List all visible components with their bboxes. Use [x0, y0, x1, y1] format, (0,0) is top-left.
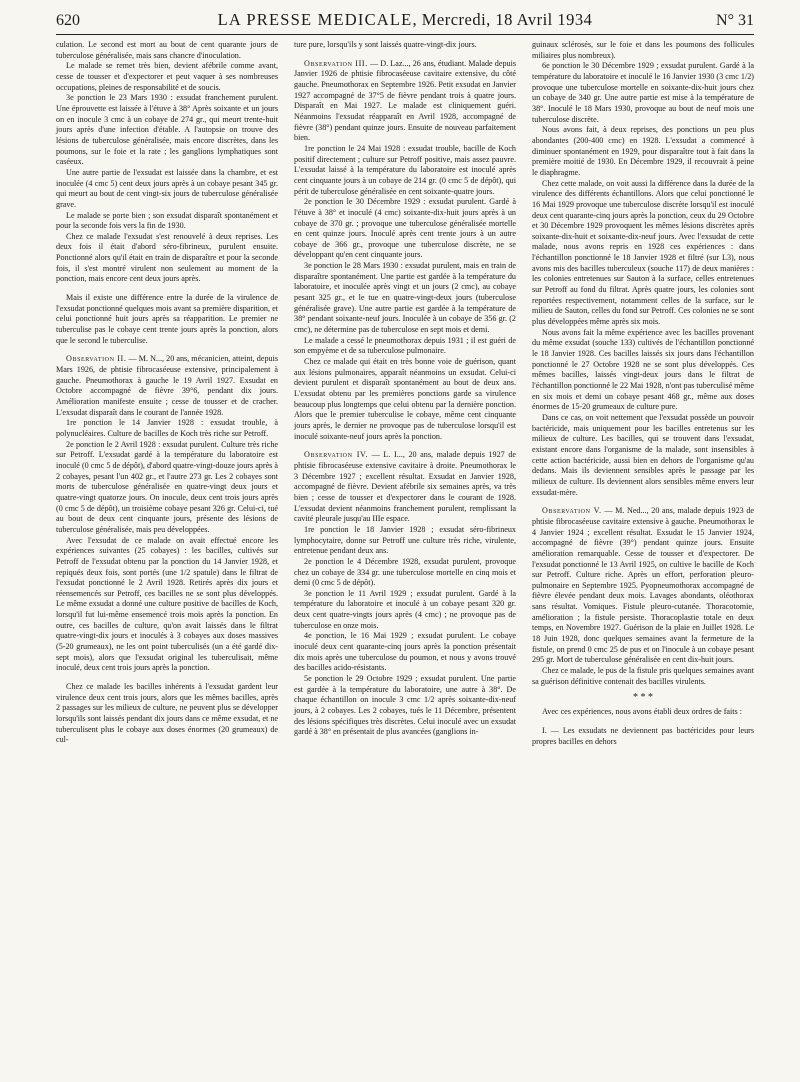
paragraph: 4e ponction, le 16 Mai 1929 ; exsudat purulent. Le cobaye inoculé deux cent quarante-cinq jours après la ponction présentait dix mois après une tuberculose du poumon, et nous y avons trouvé des bacilles acido-résistants. [294, 631, 516, 673]
observation-heading: Observation IV. [304, 450, 369, 460]
paragraph: Observation V. — M. Ned..., 20 ans, malade depuis 1923 de phtisie fibrocaséeuse cavitaire extensive à gauche. Pneumothorax le 4 Janvier 1924 ; excellent résultat. Exsudat le 15 Janvier 1924, accompagné de fièvre (39°) pendant quinze jours. Ensuite amélioration remarquable. Cesse de tousser et d'expectorer. De l'exsudat ponctionné le 13 Avril 1925, on cultive le bacille de Koch sur Petroff. Culture riche. Après un effort, perforation pleuro-pulmonaire en Septembre 1925. Pyopneumothorax accompagné de fièvre élevée pendant deux mois. Lavages abondants, oléothorax sans résultat. Vomiques. Fistule pleuro-cutanée. Thoracotomie, amélioration ; la fistule persiste. Thoracoplastie totale en deux temps, en Novembre 1927. Guérison de la plaie en Juillet 1928. Le 18 Juin 1928, donc quelques semaines avant la fermeture de la fistule, on prend 0 cmc 25 de pus et on l'inocule à un cobaye pesant 295 gr. Mort de tuberculose généralisée en cent dix-huit jours. [532, 506, 754, 665]
paragraph: 3e ponction le 11 Avril 1929 ; exsudat purulent. Gardé à la température du laboratoire et inoculé à un cobaye pesant 320 gr. deux cent quatre-vingts jours après (4 cmc) ; ne provoque pas de tuberculose en onze mois. [294, 588, 516, 630]
observation-heading: Observation II. [66, 354, 127, 364]
paragraph: Avec ces expériences, nous avons établi deux ordres de faits : [542, 707, 742, 717]
paragraph: Chez ce malade qui était en très bonne voie de guérison, quant aux lésions pulmonaires, apparaît néanmoins un exsudat. Celui-ci devient purulent et disparaît spontanément au bout de deux ans. L'exsudat obtenu par les premières ponctions garde sa virulence beaucoup plus longtemps que celui obtenu par la dernière ponction. Alors que le premier tuberculise le cobaye, même cent cinquante jours après, le dernier ne provoque pas de tuberculose lorsqu'il est inoculé soixante-neuf jours après la ponction. [294, 357, 516, 441]
paragraph: 2e ponction le 30 Décembre 1929 : exsudat purulent. Gardé à l'étuve à 38° et inoculé (4 cmc) soixante-dix-huit jours après à un cobaye de 370 gr. ; provoque une tuberculose généralisée mortelle en cent quinze jours. Inoculé après cent trente jours à un autre cobaye de 366 gr., provoque une tuberculose discrète, ne se développant qu'en cent cinquante jours. [294, 197, 516, 260]
paragraph: Le malade a cessé le pneumothorax depuis 1931 ; il est guéri de son empyème et de sa tuberculose pulmonaire. [294, 335, 516, 356]
paragraph: Dans ce cas, on voit nettement que l'exsudat possède un pouvoir bactéricide, mais uniquement pour les bacilles entretenus sur les milieux de culture. Les bacilles, qui se trouvent dans l'exsudat, existant encore dans l'organisme de la malade, sont insensibles à cette action bactéricide, aussi bien en dehors de l'organisme qu'au dedans. Mais ils deviennent sensibles après le passage par les milieux de culture. Ils deviennent alors sensibles même envers leur exsudat-mère. [532, 412, 754, 497]
observation-heading: Observation III. [304, 58, 368, 68]
journal-title: LA PRESSE MEDICALE, Mercredi, 18 Avril 1934 [217, 10, 593, 29]
journal-name: LA PRESSE MEDICALE [217, 10, 413, 29]
paragraph: 2e ponction le 4 Décembre 1928, exsudat purulent, provoque chez un cobaye de 334 gr. une tuberculose mortelle en cinq mois et demi (0 cmc 5 de dépôt). [294, 556, 516, 588]
paragraph: ture pure, lorsqu'ils y sont laissés quatre-vingt-dix jours. [294, 40, 477, 49]
paragraph: Chez ce malade, le pus de la fistule pris quelques semaines avant sa guérison définitive contenait des bacilles virulents. [532, 666, 754, 686]
paragraph: Mais il existe une différence entre la durée de la virulence de l'exsudat ponctionné quelques mois avant sa première disparition, et celui ponctionné huit jours après sa réapparition. Le premier ne tuberculise pas le cobaye cent trente jours après la ponction, alors que le second le tuberculise. [56, 293, 278, 345]
observation-heading: Observation V. [542, 506, 602, 516]
column-right [532, 40, 754, 747]
issue-number: N° 31 [716, 12, 754, 29]
paragraph: Observation IV. — L. I..., 20 ans, malade depuis 1927 de phtisie fibrocaséeuse extensive cavitaire à droite. Pneumothorax le 3 Décembre 1927 ; excellent résultat. Exsudat en Janvier 1928, accompagné de fièvre. Devient afébrile six semaines après, va très bien ; cesse de tousser et d'expectorer dans le courant de 1928. L'exsudat devient néanmoins franchement purulent, remplissant la cavité pleurale jusqu'au IIIe espace. [294, 450, 516, 524]
paragraph: 3e ponction le 23 Mars 1930 : exsudat franchement purulent. Une éprouvette est laissée à l'étuve à 38° Après soixante et un jours on en inocule 3 cmc à un cobaye de 274 gr., qui meurt trente-huit jours après d'une infection d'étable. A l'autopsie on trouve des lésions de tuberculose généralisée, mais encore discrètes, dans les poumons, sur le foie et la rate ; les ganglions lymphatiques sont caséeux. [56, 93, 278, 167]
paragraph: Avec l'exsudat de ce malade on avait effectué encore les expériences suivantes (25 cobayes) : les bacilles, cultivés sur Petroff de l'exsudat obtenu par la ponction du 14 Janvier 1928, et repiqués deux fois, sont portés (une 1/2 spatule) dans le filtrat de l'exsudat ponctionné le 2 Avril 1928. Retirés après dix jours et réensemencés sur Petroff, ces bacilles ne se sont plus développés. Le même exsudat a donné une culture positive de bacilles de Koch, lorsqu'il fut lui-même ensemencé trois mois après la ponction. En outre, ces bacilles de culture, qu'on avait laissés dans le filtrat quatre-vingt-dix jours et inoculés à 3 cobayes aux doses massives (5-20 grumeaux), ne les ont point tuberculisés (un a été gardé dix-sept mois), alors que l'exsudat original les tuberculisait, même inoculé, deux cent trois jours après la ponction. [56, 535, 278, 673]
paragraph: 6e ponction le 30 Décembre 1929 ; exsudat purulent. Gardé à la température du laboratoire et inoculé le 16 Janvier 1930 (3 cmc 1/2) provoque une tuberculose mortelle en soixante-dix-huit jours chez un cobaye de 340 gr. Une autre partie est mise à la température de 38°. Inoculé le 18 Mars 1930, provoque au bout de neuf mois une tuberculose discrète. [532, 61, 754, 124]
paragraph: Nous avons fait la même expérience avec les bacilles provenant du même exsudat (souche 133) cultivés de l'échantillon ponctionné le 18 Janvier 1928. Ces bacilles laissés six jours dans l'échantillon ponctionné le 27 Octobre 1928 ne se sont plus développés. Ces mêmes bacilles, laissés vingt-deux jours dans le filtrat de l'échantillon ponctionné le 22 Mai 1928, n'ont pas tuberculisé même en six mois et demi un cobaye pesant 468 gr., même aux doses énormes de 15-20 grumeaux de culture pure. [532, 327, 754, 412]
column-middle [294, 40, 516, 747]
page-header [56, 10, 754, 35]
paragraph: culation. Le second est mort au bout de cent quarante jours de tuberculose généralisée, mais sans chancre d'inoculation. [56, 40, 278, 60]
paragraph: 1re ponction le 24 Mai 1928 : exsudat trouble, bacille de Koch positif directement ; culture sur Petroff positive, mais assez pauvre. L'exsudat laissé à la température du laboratoire est inoculé après cent cinquante jours à un cobaye de 214 gr. (0 cmc 5 de dépôt), qui périt de tuberculose généralisée en cent soixante-quatre jours. [294, 143, 516, 196]
paragraph: 2e ponction le 2 Avril 1928 : exsudat purulent. Culture très riche sur Petroff. L'exsudat gardé à la température du laboratoire est inoculé (0 cmc 5 de dépôt), d'abord quatre-vingt-douze jours après à 2 cobayes, pesant l'un 402 gr., et l'autre 273 gr. Les 2 cobayes sont morts de tuberculose généralisée en quatre-vingt deux jours et quatre-vingt quatorze jours. On inocule, deux cent trois jours après (0 cmc 5 de dépôt), un troisième cobaye pesant 326 gr. Celui-ci, tué au bout de deux cent cinquante jours, présente des lésions de tuberculose généralisée, mais peu développées. [56, 439, 278, 534]
paragraph: I. — Les exsudats ne deviennent pas bactéricides pour leurs propres bacilles en dehors [532, 726, 754, 746]
paragraph: Nous avons fait, à deux reprises, des ponctions un peu plus abondantes (200-400 cmc) en 1928. L'exsudat a commencé à diminuer spontanément en 1929, pour disparaître tout à fait dans la première moitié de 1930. En Décembre 1929, il recouvrait à peine le diaphragme. [532, 125, 754, 177]
page-number: 620 [56, 12, 80, 29]
paragraph: Le malade se remet très bien, devient afébrile comme avant, cesse de tousser et d'expectorer et peut vaquer à ses nombreuses occupations, pleines de responsabilité et de soucis. [56, 61, 278, 92]
paragraph: Chez ce malade les bacilles inhérents à l'exsudat gardent leur virulence deux cent trois jours, alors que les mêmes bacilles, après 2 passages sur les milieux de culture, ne peuvent plus se développer lorsqu'ils sont laissés pendant dix jours dans ce même exsudat, et ne tuberculisent plus le cobaye aux doses énormes (20 grumeaux) de cul- [56, 682, 278, 745]
paragraph: guinaux sclérosés, sur le foie et dans les poumons des follicules miliaires plus nombreux). [532, 40, 754, 60]
text-columns [56, 40, 754, 747]
paragraph: Le malade se porte bien ; son exsudat disparaît spontanément et pour la seconde fois vers la fin de 1930. [56, 210, 278, 231]
section-separator: * * * [633, 692, 653, 704]
paragraph: Observation II. — M. N..., 20 ans, mécanicien, atteint, depuis Mars 1926, de phtisie fibrocaséeuse extensive, principalement à gauche. Pneumothorax à gauche le 19 Avril 1927. Exsudat en Octobre accompagné de fièvre 39°6, pendant dix jours. Amélioration manifeste ensuite ; cesse de tousser et de cracher. L'exsudat disparaît dans le courant de l'année 1928. [56, 354, 278, 417]
paragraph: Une autre partie de l'exsudat est laissée dans la chambre, et est inoculée (4 cmc 5) cent deux jours après à un cobaye pesant 345 gr. qui meurt au bout de cent vingt-six jours de tuberculose généralisée grave. [56, 167, 278, 209]
paragraph: 1re ponction le 18 Janvier 1928 ; exsudat séro-fibrineux lymphocytaire, donne sur Petroff une culture très riche, virulente, entretenue pendant deux ans. [294, 524, 516, 556]
paragraph: Chez ce malade l'exsudat s'est renouvelé à deux reprises. Les deux fois il était d'abord séro-fibrineux, purulent ensuite. Ponctionné alors qu'il était en train de disparaître et pour la seconde fois, il s'est montré virulent non seulement au moment de la ponction, mais encore cent deux jours après. [56, 231, 278, 284]
paragraph: Chez cette malade, on voit aussi la différence dans la durée de la virulence des différents échantillons. Alors que celui ponctionné le 16 Mai 1929 provoque une tuberculose discrète lorsqu'il est inoculé deux cent quarante-cinq jours après la ponction, ceux du 29 Octobre et 30 Décembre 1929 provoquent les mêmes lésions discrètes après soixante-dix-huit et soixante-dix-neuf jours. Avec l'exsudat de cette malade, nous avons repris en 1928 ces expériences : dans l'échantillon ponctionné le 18 Janvier 1928 et filtré (sur L3), nous avons mis des bacilles tuberculeux (souche 117) de deux manières : les colonies entretenues sur Sauton à la surface, celles entretenues sur Petroff au fond du filtrat. Après quatre jours, les colonies sont reportées respectivement, notamment celles de la surface, sur le milieu de Sauton, celles du fond sur Petroff. Ces colonies ne se sont plus développées même après six mois. [532, 178, 754, 327]
paragraph: Observation III. — D. Laz..., 26 ans, étudiant. Malade depuis Janvier 1926 de phtisie fibrocaséeuse cavitaire extensive, du côté gauche. Pneumothorax en Septembre 1926. Petit exsudat en Janvier 1927 accompagné de 37°5 de fièvre pendant trois à quatre jours. Disparaît en Mai 1927. Le malade est cliniquement guéri. Néanmoins l'exsudat réapparaît en Avril 1928, accompagné de fièvre (38°) pendant quinze jours. Ensuite de nouveau parfaitement bien. [294, 58, 517, 143]
column-left [56, 40, 278, 747]
paragraph: 1re ponction le 14 Janvier 1928 : exsudat trouble, à polynucléaires. Culture de bacilles de Koch très riche sur Petroff. [56, 418, 278, 438]
paragraph: 5e ponction le 29 Octobre 1929 ; exsudat purulent. Une partie est gardée à la température du laboratoire, une autre à 38°. De chaque échantillon on inocule 3 cmc 1/2 après soixante-dix-neuf jours, à 2 cobayes. Les 2 cobayes, tués le 11 Décembre, présentent des lésions spécifiques très discrètes. Celui inoculé avec un exsudat gardé à 38° en présentait de plus avancées (ganglions in- [294, 674, 516, 737]
paragraph: 3e ponction le 28 Mars 1930 : exsudat purulent, mais en train de disparaître spontanément. Une partie est gardée à la température du laboratoire, et inoculée après vingt et un jours (2 cmc), au cobaye pesant 325 gr., et le tue en quatre-vingt-deux jours (tuberculose généralisée grave). Une autre partie est gardée à la température de 38° pendant soixante-neuf jours. Inoculée à un cobaye de 356 gr. (2 cmc), ne détermine pas de tuberculose en sept mois et demi. [294, 261, 516, 335]
issue-date: Mercredi, 18 Avril 1934 [421, 10, 593, 29]
